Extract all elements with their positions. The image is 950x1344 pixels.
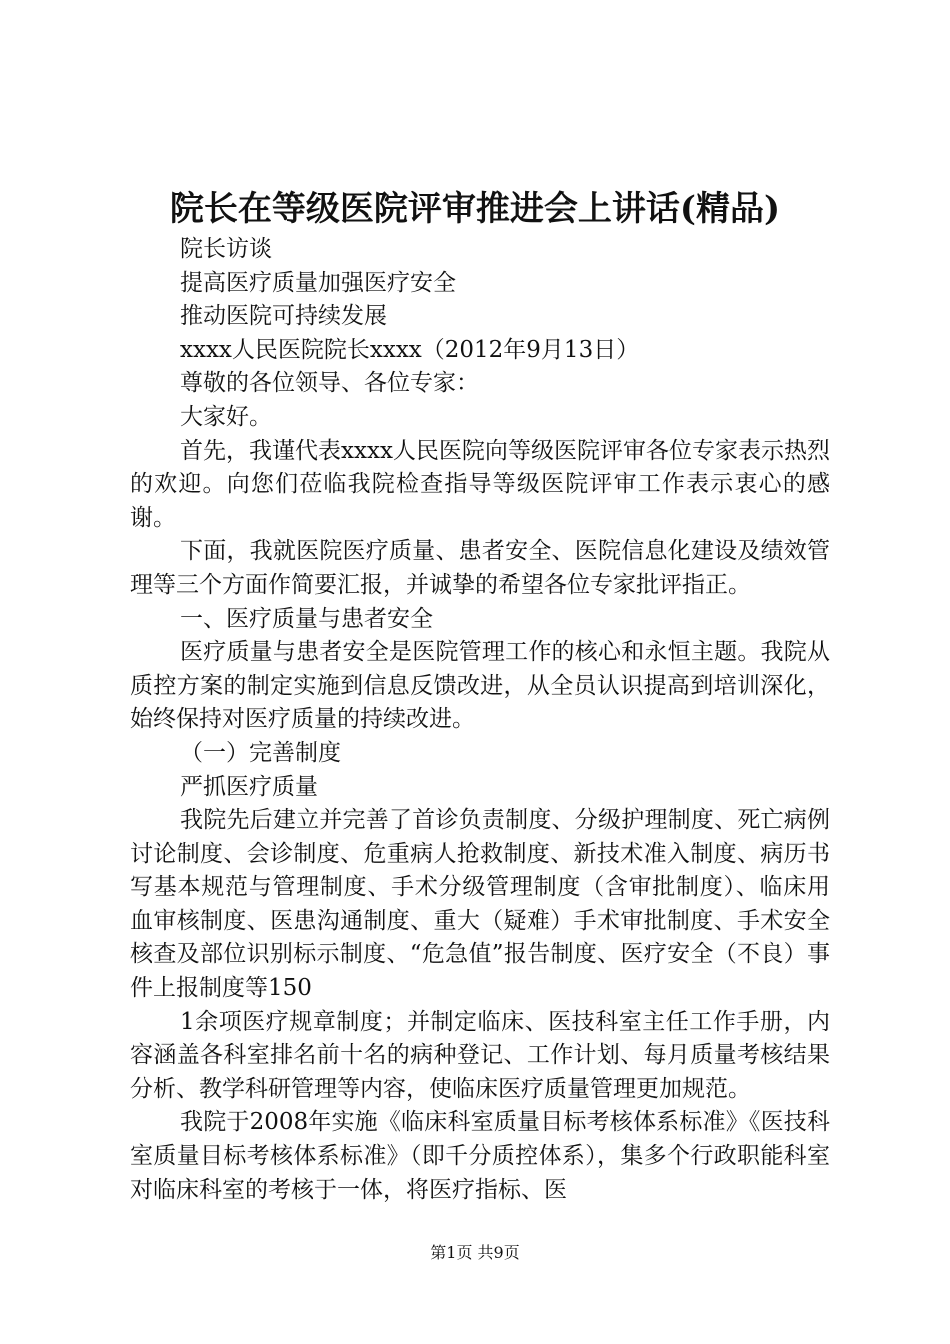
paragraph-quality-core: 医疗质量与患者安全是医院管理工作的核心和永恒主题。我院从质控方案的制定实施到信息反馈改进，从全员认识提高到培训深化，始终保持对医疗质量的持续改进。: [130, 639, 830, 733]
paragraph-assessment-system: 我院于2008年实施《临床科室质量目标考核体系标准》《医技科室质量目标考核体系标准》（即千分质控体系），集多个行政职能科室对临床科室的考核于一体，将医疗指标、医: [130, 1109, 830, 1203]
paragraph-subtitle-development: 推动医院可持续发展: [180, 303, 387, 330]
paragraph-regulations-continued: 1余项医疗规章制度；并制定临床、医技科室主任工作手册，内容涵盖各科室排名前十名的病种登记、工作计划、每月质量考核结果分析、教学科研管理等内容，使临床医疗质量管理更加规范。: [130, 1008, 830, 1102]
paragraph-regulations: 我院先后建立并完善了首诊负责制度、分级护理制度、死亡病例讨论制度、会诊制度、危重病人抢救制度、新技术准入制度、病历书写基本规范与管理制度、手术分级管理制度（含审批制度）、临床用血审核制度、医患沟通制度、重大（疑难）手术审批制度、手术安全核查及部位识别标示制度、“危急值”报告制度、医疗安全（不良）事件上报制度等150: [130, 807, 830, 1002]
section-heading-quality-safety: 一、医疗质量与患者安全: [180, 605, 433, 632]
paragraph-subtitle-quality: 提高医疗质量加强医疗安全: [180, 269, 456, 296]
paragraph-greeting: 大家好。: [180, 403, 272, 430]
paragraph-report-outline: 下面，我就医院医疗质量、患者安全、医院信息化建设及绩效管理等三个方面作简要汇报，并诚挚的希望各位专家批评指正。: [130, 538, 830, 598]
document-body: [130, 233, 830, 1207]
page-footer: 第1页 共9页: [430, 1243, 520, 1262]
subsection-heading-strict-quality: 严抓医疗质量: [180, 773, 318, 800]
document-title: 院长在等级医院评审推进会上讲话(精品): [169, 189, 781, 229]
paragraph-subtitle-interview: 院长访谈: [180, 236, 272, 262]
paragraph-welcome: 首先，我谨代表xxxx人民医院向等级医院评审各位专家表示热烈的欢迎。向您们莅临我院检查指导等级医院评审工作表示衷心的感谢。: [130, 437, 830, 531]
subsection-heading-improve-system: （一）完善制度: [180, 739, 341, 766]
paragraph-author-date: xxxx人民医院院长xxxx（2012年9月13日）: [180, 336, 640, 363]
paragraph-salutation: 尊敬的各位领导、各位专家：: [180, 370, 479, 397]
